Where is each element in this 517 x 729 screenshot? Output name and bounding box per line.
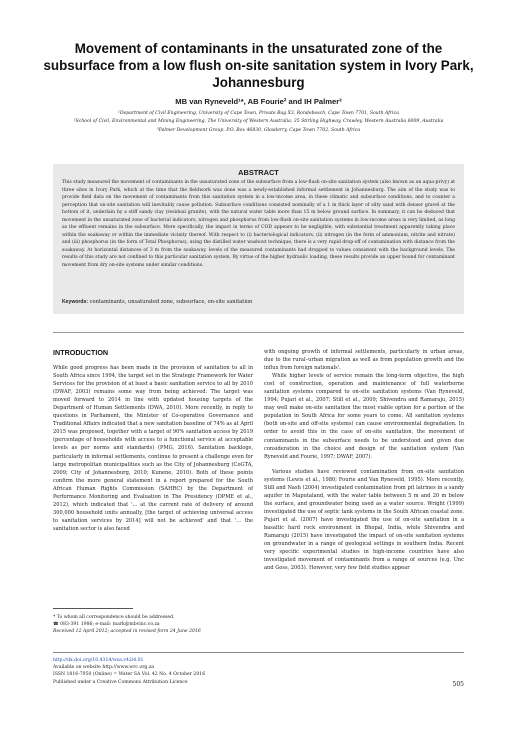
affiliation-3: ³Palmer Development Group, P.O. Box 46830, Glosderry, Cape Town 7702, South Africa — [156, 127, 361, 133]
left-column — [53, 348, 253, 533]
affiliations — [30, 110, 487, 135]
keywords-label: Keywords: — [62, 299, 89, 305]
page-number: 505 — [452, 681, 464, 688]
footer-rule — [53, 652, 464, 653]
doi-link[interactable]: http://dx.doi.org/10.4314/wsa.v42i4.01 — [53, 658, 144, 663]
intro-paragraph-1: While good progress has been made in the provision of sanitation to all in South Africa since 1994, the target set in the Strategic Framework for Water Services for the provision of at least a basic sanitation service to all by 2010 (DWAF, 2003) remains some way from being achieved. The target was moved forward to 2014 in line with updated housing targets of the Department of Human Settlements (DWA, 2010). More recently, in reply to questions in Parliament, the Minister of Co-operative Governance and Traditional Affairs indicated that a new sanitation baseline of 74% as at April 2015 was proposed, together with a target of 90% sanitation access by 2019 (percentage of households with access to a functional service at acceptable levels as per norms and standards) (PMG, 2016). Sanitation backlogs, particularly in informal settlements, continue to present a challenge even for large metropolitan municipalities such as the City of Johannesburg (CoGTA, 2009; City of Johannesburg, 2010; Kunene, 2010). Both of these points confirm the more general statement in a report prepared for the South African Human Rights Commission (SAHRC) by the Department of Performance Monitoring and Evaluation in The Presidency (DPME et al., 2012), which indicated that '... at the current rate of delivery of around 300,000 household units annually, [the target of achieving universal access to sanitation services by 2014] will not be achieved' and that '... the sanitation sector is also faced — [53, 365, 253, 532]
website-line: Available on website http://www.wrc.org.za — [53, 665, 154, 671]
intro-paragraph-4: Various studies have reviewed contamination from on-site sanitation systems (Lewis et al., 1980; Fourie and Van Ryneveld, 1995). More recently, Still and Nash (2004) investigated contamination from pit latrines in a sandy aquifer in Maputaland, with the water table between 5 m and 20 m below the surface, and groundwater being used as a water source. Wright (1999) investigated the use of septic tank systems in the South African coastal zone. Pujari et al. (2007) have investigated the use of on-site sanitation in a basaltic hard rock environment in Bhopal, India, while Shivendra and Ramaraju (2015) have investigated the impact of on-site sanitation systems on groundwater in a range of geological settings in southern India. Recent very specific experimental studies in high-income countries have also investigated movement of contaminants from a range of sources (e.g. Unc and Goss, 2003). However, very few field studies appear — [264, 468, 464, 572]
footnotes — [53, 614, 253, 636]
footnote-contact: ☎ 083-391 1986; e-mail: mark@mbvinc.co.za — [53, 622, 160, 628]
footnote-rule — [53, 608, 133, 609]
introduction-heading: INTRODUCTION — [53, 348, 109, 357]
intro-paragraph-2: with ongoing growth of informal settlements, particularly in urban areas, due to the rural–urban migration as well as from population growth and the influx from foreign nationals'. — [264, 349, 464, 372]
footnote-received: Received 12 April 2012; accepted in revised form 24 June 2016 — [53, 629, 201, 635]
article-title: Movement of contaminants in the unsaturated zone of the subsurface from a low flush on-site sanitation system in Ivory Park, Johannesburg — [43, 41, 474, 90]
abstract-box — [53, 164, 464, 314]
keywords-list: contaminants, unsaturated zone, subsurface, on-site sanitation — [89, 299, 253, 305]
page-footer — [53, 657, 353, 686]
keywords — [62, 299, 455, 306]
abstract-text: This study measured the movement of contaminants in the unsaturated zone of the subsurface from a low-flush on-site sanitation system (also known as an aqua-privy) at three sites in Ivory Park, which at the time that the fieldwork was done was a newly-established informal settlement in Johannesburg. The aim of the study was to provide field data on the movement of contaminants from this sanitation system in a low-income area, in these climatic and subsurface conditions, and to counter a perception that on-site sanitation will inevitably cause pollution. Subsurface conditions consisted nominally of a 1 m thick layer of silty sand with denser gravel at the bottom of it, underlain by a stiff sandy clay (residual granite), with the natural water table more than 15 m below ground surface. In summary, it can be deduced that movement in the unsaturated zone of bacterial indicators, nitrogen and phosphorus from low-flush on-site sanitation systems in low-income areas is very limited, as long as the effluent remains in the subsurface. More specifically, the impact in terms of COD appears to be negligible, with substantial treatment apparently taking place within the soakaway or within the immediate vicinity thereof. With respect to (i) bacteriological indicators, (ii) nitrogen (in the form of ammonium, nitrite and nitrate) and (iii) phosphorus (in the form of Total Phosphorus), using the distilled water washout technique, there is a very rapid drop-off of contamination with distance from the soakaway. At horizontal distances of 3 m from the soakaway, levels of the measured contaminants had dropped to values consistent with the background levels. The results of this study are not confined to this particular sanitation system. By virtue of the higher hydraulic loading, these results provide an upper bound for contaminant movement from dry on-site systems under similar conditions. — [62, 180, 455, 269]
author-line: MB van Ryneveld¹*, AB Fourie² and IH Palmer³ — [175, 97, 342, 106]
intro-paragraph-3: While higher levels of service remain the long-term objective, the high cost of construction, operation and maintenance of full waterborne sanitation systems compared to on-site sanitation systems (Van Ryneveld, 1994; Pujari et al., 2007; Still et al., 2009; Shivendra and Ramaraju, 2015) may well make on-site sanitation the most viable option for a portion of the population in South Africa for some years to come. All sanitation systems (both on-site and off-site systems) can cause environmental degradation. In order to avoid this in the case of on-site sanitation, the movement of contaminants in the subsurface needs to be understood and given due consideration in the choice and design of the sanitation system (Van Ryneveld and Fourie, 1997; DWAF, 2007). — [264, 373, 464, 460]
affiliation-2: ²School of Civil, Environmental and Mining Engineering, The University of Western Australia, 35 Stirling Highway, Crawley, Western Australia 6009, Australia — [73, 119, 444, 125]
licence-line: Published under a Creative Commons Attribution Licence — [53, 679, 188, 685]
section-divider — [53, 332, 464, 333]
affiliation-1: ¹Department of Civil Engineering, University of Cape Town, Private Bag X3, Rondebosch, Cape Town 7701, South Africa — [118, 111, 399, 116]
abstract-heading: ABSTRACT — [238, 168, 279, 177]
right-column — [264, 348, 464, 572]
footnote-corresponding: * To whom all correspondence should be addressed. — [53, 615, 175, 620]
issn-line: ISSN 1816-7950 (Online) = Water SA Vol. 42 No. 4 October 2016 — [53, 672, 206, 678]
